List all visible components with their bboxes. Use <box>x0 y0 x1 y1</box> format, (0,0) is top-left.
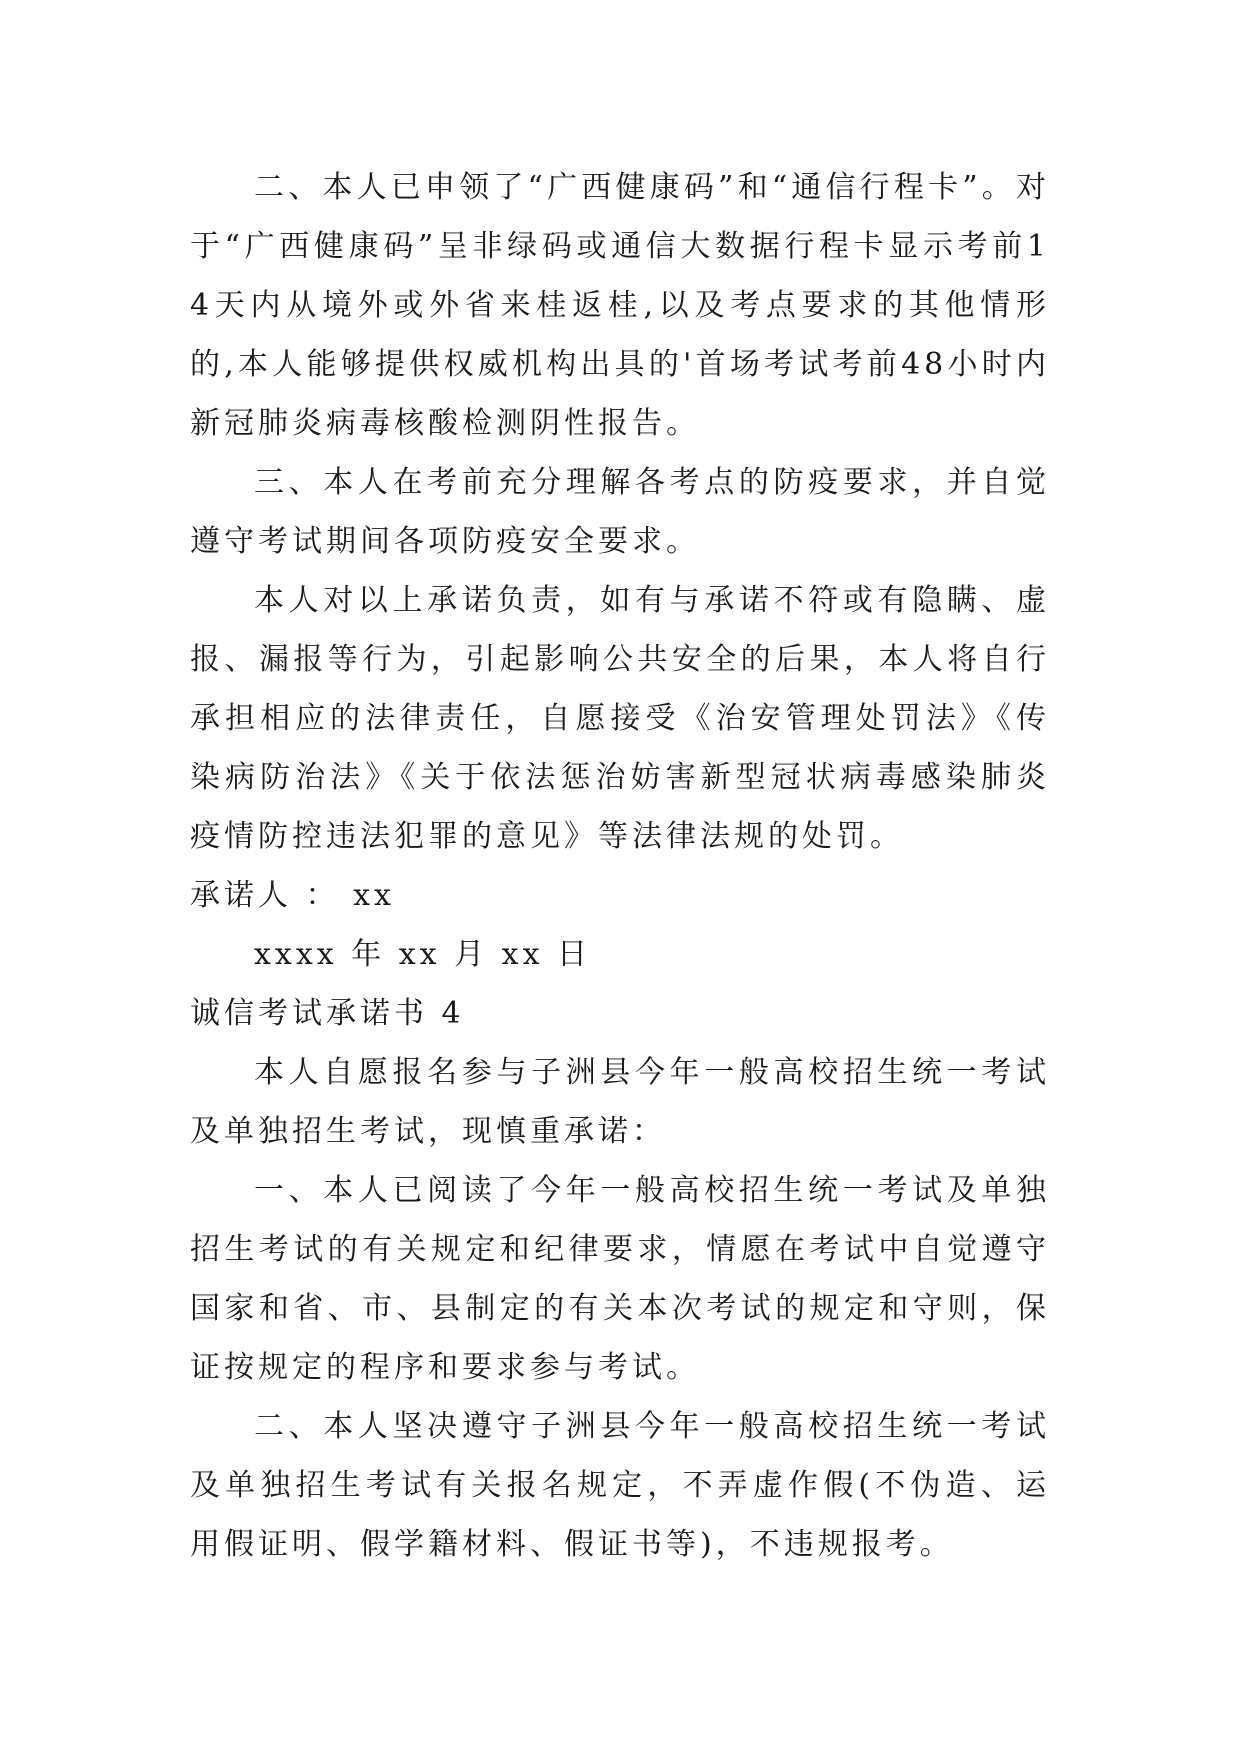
paragraph-health-code: 二、本人已申领了“广西健康码”和“通信行程卡”。对于“广西健康码”呈非绿码或通信大数据行程卡显示考前14天内从境外或外省来桂返桂,以及考点要求的其他情形的,本人能够提供权威机构出具的'首场考试考前48小时内新冠肺炎病毒核酸检测阴性报告。 <box>190 170 1050 441</box>
section-title: 诚信考试承诺书 4 <box>190 996 465 1031</box>
date-line: xxxx 年 xx 月 xx 日 <box>254 937 592 972</box>
paragraph-registration: 本人自愿报名参与子洲县今年一般高校招生统一考试及单独招生考试，现慎重承诺： <box>190 1055 1050 1149</box>
paragraph-rules-read: 一、本人已阅读了今年一般高校招生统一考试及单独招生考试的有关规定和纪律要求，情愿在考试中自觉遵守国家和省、市、县制定的有关本次考试的规定和守则，保证按规定的程序和要求参与考试。 <box>190 1173 1050 1385</box>
signer-line: 承诺人 ： xx <box>190 878 395 913</box>
document-body <box>190 158 1050 1574</box>
paragraph-epidemic-rules: 三、本人在考前充分理解各考点的防疫要求，并自觉遵守考试期间各项防疫安全要求。 <box>190 465 1050 559</box>
paragraph-responsibility: 本人对以上承诺负责，如有与承诺不符或有隐瞒、虚报、漏报等行为，引起影响公共安全的后果，本人将自行承担相应的法律责任，自愿接受《治安管理处罚法》《传染病防治法》《关于依法惩治妨害新型冠状病毒感染肺炎疫情防控违法犯罪的意见》等法律法规的处罚。 <box>190 583 1050 854</box>
paragraph-no-fraud: 二、本人坚决遵守子洲县今年一般高校招生统一考试及单独招生考试有关报名规定，不弄虚作假(不伪造、运用假证明、假学籍材料、假证书等)，不违规报考。 <box>190 1409 1050 1562</box>
